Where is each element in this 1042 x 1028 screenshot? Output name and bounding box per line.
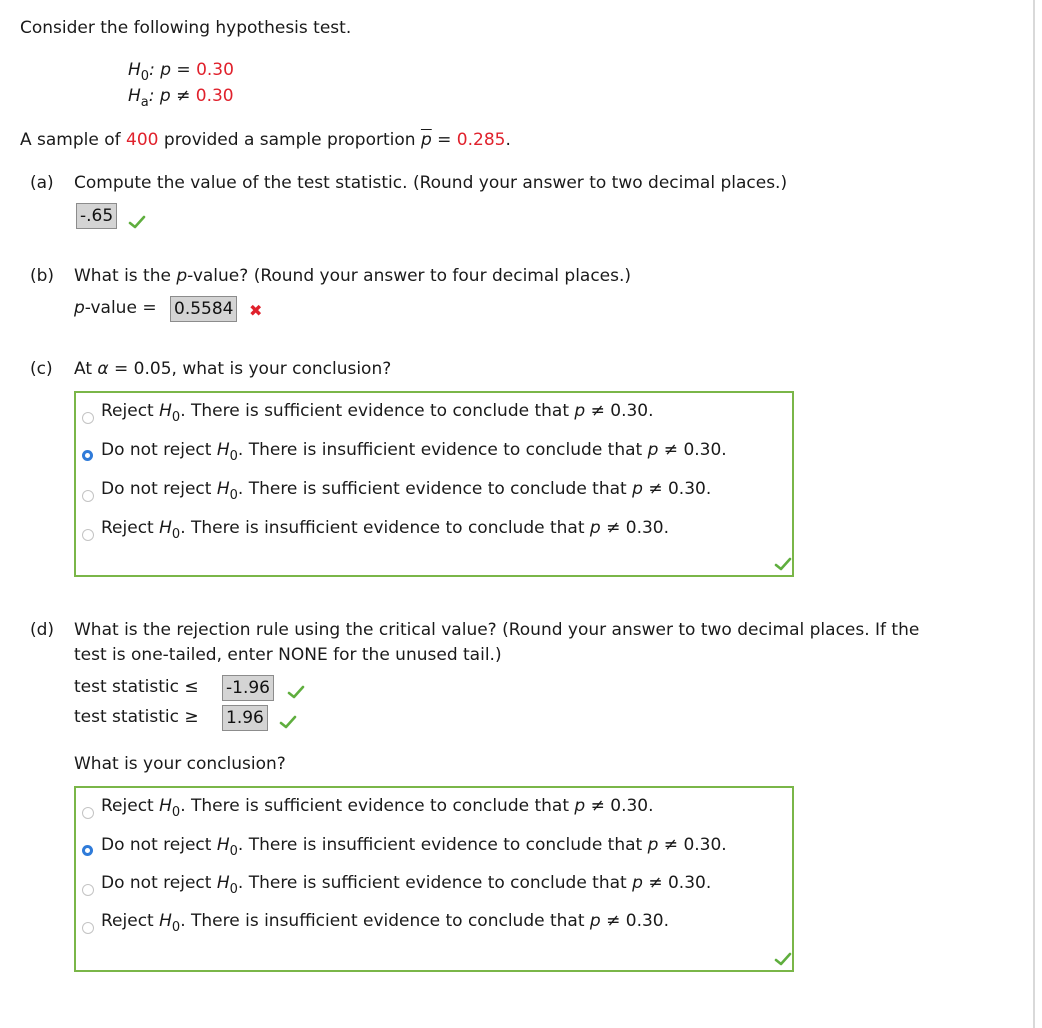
part-d-choices (74, 786, 794, 972)
correct-check-icon (774, 952, 792, 966)
rule-upper-label: test statistic ≥ (74, 707, 199, 727)
part-d-option-1[interactable]: Reject $H_0$. There is sufficient evidence to conclude that p ≠ 0.30. (101, 796, 654, 820)
upper-critical-input[interactable]: 1.96 (222, 705, 268, 731)
test-statistic-input[interactable]: -.65 (76, 203, 117, 229)
part-c-question: At α = 0.05, what is your conclusion? (74, 359, 392, 379)
part-c-option-2[interactable]: Do not reject $H_0$. There is insufficient evidence to conclude that p ≠ 0.30. (101, 440, 727, 464)
part-c-radio-1[interactable] (82, 412, 94, 424)
part-a-label: (a) (30, 173, 54, 193)
null-hypothesis: $H_0$: p = 0.30 (128, 60, 234, 84)
part-c-label: (c) (30, 359, 53, 379)
conclusion-prompt: What is your conclusion? (74, 754, 286, 774)
right-border (1033, 0, 1035, 1028)
part-d-option-3[interactable]: Do not reject $H_0$. There is sufficient evidence to conclude that p ≠ 0.30. (101, 873, 712, 897)
part-d-question-line1: What is the rejection rule using the critical value? (Round your answer to two decimal places. If the (74, 620, 920, 640)
sample-description: A sample of 400 provided a sample proportion $\overline{p} = 0.285$. (20, 130, 511, 150)
part-c-radio-2[interactable] (82, 450, 93, 461)
alternative-hypothesis: $H_a$: p ≠ 0.30 (128, 86, 234, 110)
part-c-choices (74, 391, 794, 577)
correct-check-icon (279, 715, 297, 729)
part-c-radio-4[interactable] (82, 529, 94, 541)
part-d-option-4[interactable]: Reject $H_0$. There is insufficient evidence to conclude that p ≠ 0.30. (101, 911, 670, 935)
part-c-option-4[interactable]: Reject $H_0$. There is insufficient evidence to conclude that p ≠ 0.30. (101, 518, 670, 542)
part-d-label: (d) (30, 620, 55, 640)
intro-text: Consider the following hypothesis test. (20, 18, 352, 38)
part-d-option-2[interactable]: Do not reject $H_0$. There is insufficient evidence to conclude that p ≠ 0.30. (101, 835, 727, 859)
part-c-radio-3[interactable] (82, 490, 94, 502)
part-d-question-line2: test is one-tailed, enter NONE for the unused tail.) (74, 645, 502, 665)
correct-check-icon (128, 215, 146, 229)
incorrect-cross-icon: ✖ (249, 301, 263, 320)
part-c-option-1[interactable]: Reject $H_0$. There is sufficient evidence to conclude that p ≠ 0.30. (101, 401, 654, 425)
correct-check-icon (774, 557, 792, 571)
part-c-option-3[interactable]: Do not reject $H_0$. There is sufficient evidence to conclude that p ≠ 0.30. (101, 479, 712, 503)
p-value-label: p-value = (74, 298, 157, 318)
part-d-radio-3[interactable] (82, 884, 94, 896)
part-d-radio-1[interactable] (82, 807, 94, 819)
sample-size: 400 (126, 130, 159, 150)
rule-lower-label: test statistic ≤ (74, 677, 199, 697)
lower-critical-input[interactable]: -1.96 (222, 675, 274, 701)
part-b-label: (b) (30, 266, 55, 286)
part-b-question: What is the p-value? (Round your answer to four decimal places.) (74, 266, 632, 286)
sample-proportion: 0.285 (456, 130, 506, 150)
part-a-question: Compute the value of the test statistic. (Round your answer to two decimal places.) (74, 173, 788, 193)
p-bar: $\overline{p}$ (420, 130, 432, 150)
part-d-radio-2[interactable] (82, 845, 93, 856)
part-d-radio-4[interactable] (82, 922, 94, 934)
correct-check-icon (287, 685, 305, 699)
p-value-input[interactable]: 0.5584 (170, 296, 237, 322)
